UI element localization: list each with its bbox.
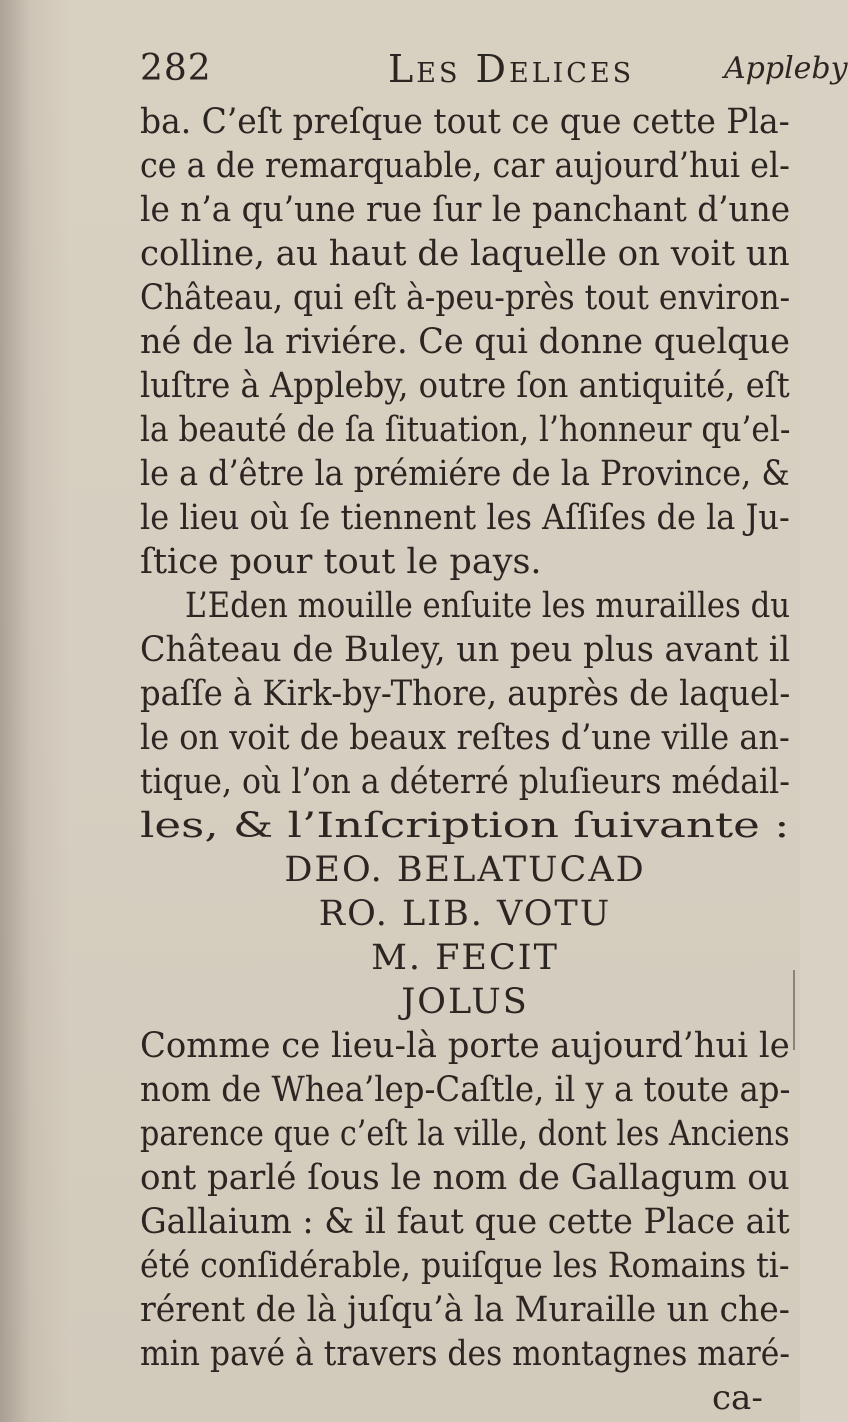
inscription-line: RO. LIB. VOTU <box>318 894 612 934</box>
text-line: ce a de remarquable, car aujourd’hui el- <box>140 146 790 186</box>
text-line: Comme ce lieu-là porte aujourd’hui le <box>140 1026 790 1066</box>
text-line: le lieu où ſe tiennent les Aſſiſes de la Ju- <box>140 498 790 538</box>
text-line: le a d’être la prémiére de la Province, & <box>140 454 790 494</box>
text-line: nom de Whea’lep-Caſtle, il y a toute ap- <box>140 1070 791 1110</box>
catchword: ca- <box>712 1378 763 1418</box>
header-catchword: Appleby <box>724 51 848 86</box>
page-number: 282 <box>140 48 212 89</box>
inscription-line: JOLUS <box>401 982 529 1022</box>
page-edge-mark <box>793 970 795 1050</box>
text-line: L’Eden mouille enſuite les murailles du <box>185 586 791 626</box>
text-line: Gallaium : & il faut que cette Place ait <box>140 1202 790 1242</box>
text-line: été conſidérable, puiſque les Romains ti- <box>140 1246 790 1286</box>
text-line: le on voit de beaux reſtes d’une ville an- <box>140 718 790 758</box>
text-line: rérent de là juſqu’à la Muraille un che- <box>140 1290 790 1330</box>
text-line: paſſe à Kirk-by-Thore, auprès de laquel- <box>140 674 791 714</box>
text-line: tique, où l’on a déterré pluſieurs médail- <box>140 762 790 802</box>
text-line: les, & l’Inſcription ſuivante : <box>140 806 790 846</box>
text-line: ba. C’eſt preſque tout ce que cette Pla- <box>140 102 790 142</box>
text-line: Château, qui eſt à-peu-près tout environ- <box>140 278 791 318</box>
text-line: min pavé à travers des montagnes maré- <box>140 1334 790 1374</box>
text-line: parence que c’eſt la ville, dont les Anciens <box>140 1114 790 1154</box>
running-title: Les Delices <box>388 47 635 91</box>
text-line: colline, au haut de laquelle on voit un <box>140 234 790 274</box>
text-line: Château de Buley, un peu plus avant il <box>140 630 791 670</box>
text-line: ont parlé ſous le nom de Gallagum ou <box>140 1158 790 1198</box>
text-line: le n’a qu’une rue ſur le panchant d’une <box>140 190 791 230</box>
text-line: la beauté de ſa ſituation, l’honneur qu’el- <box>140 410 791 450</box>
running-header <box>140 44 848 94</box>
text-line: luſtre à Appleby, outre ſon antiquité, eſt <box>140 366 790 406</box>
text-line: ſtice pour tout le pays. <box>140 542 542 582</box>
text-line: né de la riviére. Ce qui donne quelque <box>140 322 790 362</box>
inscription-line: DEO. BELATUCAD <box>284 850 646 890</box>
inscription-line: M. FECIT <box>371 938 559 978</box>
